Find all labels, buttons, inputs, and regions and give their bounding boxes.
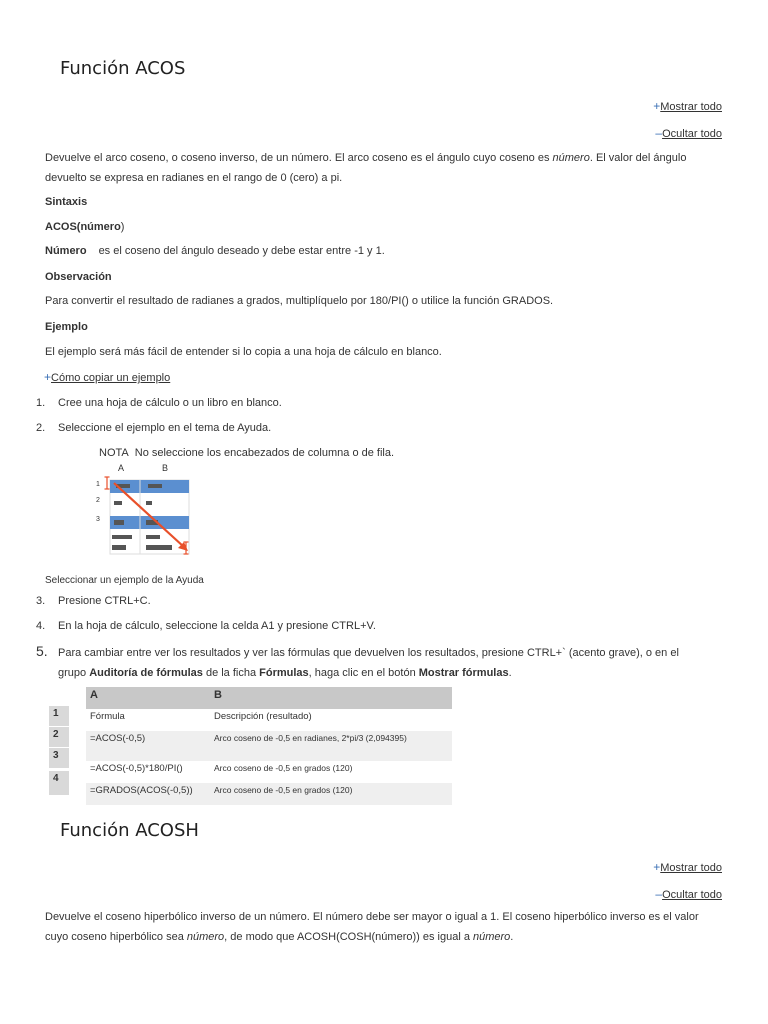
- list-text-bold: Auditoría de fórmulas: [89, 667, 203, 679]
- plus-icon: +: [653, 860, 661, 874]
- example-text: El ejemplo será más fácil de entender si lo copia a una hoja de cálculo en blanco.: [45, 346, 442, 358]
- figure-row-1: 1: [96, 481, 100, 488]
- figure-cell: [146, 535, 160, 539]
- list-item: [36, 397, 282, 409]
- remark-heading: Observación: [45, 271, 112, 283]
- list-text: Seleccione el ejemplo en el tema de Ayuda.: [58, 422, 272, 434]
- page-title: Función ACOS: [60, 58, 186, 79]
- figure-cell: [112, 535, 132, 539]
- hide-all-label: Ocultar todo: [662, 889, 722, 901]
- note: [99, 447, 394, 459]
- syntax-arg: número: [80, 221, 121, 233]
- table-cell: Descripción (resultado): [214, 711, 312, 722]
- figure-caption: Seleccionar un ejemplo de la Ayuda: [45, 575, 204, 586]
- description-italic: número: [473, 931, 511, 943]
- list-text: grupo: [58, 667, 90, 679]
- syntax-fn: ACOS(: [45, 221, 81, 233]
- show-all-label: Mostrar todo: [660, 862, 722, 874]
- table-cell: =GRADOS(ACOS(-0,5)): [90, 785, 193, 796]
- figure-cell: [148, 484, 162, 488]
- note-text: No seleccione los encabezados de columna o de fila.: [134, 447, 395, 459]
- plus-icon: +: [44, 370, 52, 384]
- example-heading: Ejemplo: [45, 321, 88, 333]
- list-text: Presione CTRL+C.: [58, 595, 151, 607]
- list-item: [36, 641, 736, 683]
- syntax-heading: Sintaxis: [45, 196, 88, 208]
- table-cell: Arco coseno de -0,5 en grados (120): [214, 763, 353, 773]
- table-header: A: [86, 687, 210, 709]
- list-text: Para cambiar entre ver los resultados y ver las fórmulas que devuelven los resultados, presione CTRL+` (acento grave), o en el: [58, 647, 679, 659]
- show-all-link[interactable]: [653, 99, 722, 113]
- hide-all-link[interactable]: [655, 887, 722, 901]
- list-text: de la ficha: [202, 667, 260, 679]
- figure-cell: [114, 501, 122, 505]
- table-cell: =ACOS(-0,5): [90, 733, 146, 744]
- figure-row-2: 2: [96, 497, 100, 504]
- example-table: [86, 687, 452, 805]
- show-all-link[interactable]: [653, 860, 722, 874]
- figure-col-b: B: [162, 463, 169, 473]
- description-text-end: . El valor del ángulo: [589, 152, 687, 164]
- copy-example-label: Cómo copiar un ejemplo: [51, 372, 171, 384]
- table-cell: Fórmula: [90, 711, 125, 722]
- table-header: B: [210, 687, 452, 709]
- figure-cell: [112, 545, 126, 550]
- description-italic: número: [552, 152, 590, 164]
- select-example-figure: [104, 474, 196, 560]
- param-line: [45, 241, 735, 261]
- description-text: cuyo coseno hiperbólico sea: [45, 931, 187, 943]
- description-text: Devuelve el coseno hiperbólico inverso de un número. El número debe ser mayor o igual a 1. El coseno hiperbólico inverso es el valor: [45, 911, 699, 923]
- list-item: [36, 422, 271, 434]
- copy-example-link[interactable]: [44, 370, 170, 384]
- figure-cell: [114, 520, 124, 525]
- list-text: .: [508, 667, 512, 679]
- text-cursor-icon: [105, 477, 110, 489]
- list-text: Cree una hoja de cálculo o un libro en blanco.: [58, 397, 282, 409]
- remark-text: Para convertir el resultado de radianes a grados, multiplíquelo por 180/PI() o utilice la función GRADOS.: [45, 295, 554, 307]
- description-line2: devuelto se expresa en radianes en el rango de 0 (cero) a pi.: [45, 172, 343, 184]
- table-row: [86, 761, 452, 783]
- list-text: En la hoja de cálculo, seleccione la celda A1 y presione CTRL+V.: [58, 620, 376, 632]
- row-number: 1: [49, 706, 69, 726]
- table-cell: Arco coseno de -0,5 en grados (120): [214, 785, 353, 795]
- description-text: .: [510, 931, 514, 943]
- figure-col-a: A: [118, 463, 125, 473]
- list-text: , haga clic en el botón: [308, 667, 419, 679]
- table-cell: =ACOS(-0,5)*180/PI(): [90, 763, 183, 774]
- list-number: 1.: [36, 397, 46, 409]
- table-row: [86, 783, 452, 805]
- description: [45, 148, 735, 188]
- row-number: 4: [49, 771, 69, 795]
- description-text: Devuelve el arco coseno, o coseno inverso, de un número. El arco coseno es el ángulo cuyo coseno es: [45, 152, 553, 164]
- row-number: 2: [49, 727, 69, 747]
- table-cell: Arco coseno de -0,5 en radianes, 2*pi/3 (2,094395): [214, 733, 407, 743]
- description: [45, 907, 735, 947]
- row-number: 3: [49, 748, 69, 768]
- param-desc: es el coseno del ángulo deseado y debe estar entre -1 y 1.: [98, 245, 385, 257]
- list-number: 4.: [36, 620, 46, 632]
- minus-icon: –: [655, 887, 663, 901]
- list-number: 3.: [36, 595, 46, 607]
- syntax-line: [45, 221, 124, 233]
- list-number: 5.: [36, 643, 48, 659]
- list-item: [36, 595, 151, 607]
- hide-all-link[interactable]: [655, 126, 722, 140]
- list-text-bold: Mostrar fórmulas: [418, 667, 509, 679]
- hide-all-label: Ocultar todo: [662, 128, 722, 140]
- param-name: Número: [45, 245, 87, 257]
- figure-cell: [146, 545, 172, 550]
- figure-cell: [146, 501, 152, 505]
- table-header-row: [86, 687, 452, 709]
- description-text: , de modo que ACOSH(COSH(número)) es igual a: [224, 931, 473, 943]
- syntax-close: ): [120, 221, 125, 233]
- figure-row-3: 3: [96, 516, 100, 523]
- description-italic: número: [186, 931, 225, 943]
- list-number: 2.: [36, 422, 46, 434]
- note-label: NOTA: [99, 447, 129, 459]
- table-row: [86, 709, 452, 731]
- list-item: [36, 620, 376, 632]
- minus-icon: –: [655, 126, 663, 140]
- list-text-bold: Fórmulas: [259, 667, 309, 679]
- section-title: Función ACOSH: [60, 820, 199, 841]
- show-all-label: Mostrar todo: [660, 101, 722, 113]
- table-row: [86, 731, 452, 761]
- plus-icon: +: [653, 99, 661, 113]
